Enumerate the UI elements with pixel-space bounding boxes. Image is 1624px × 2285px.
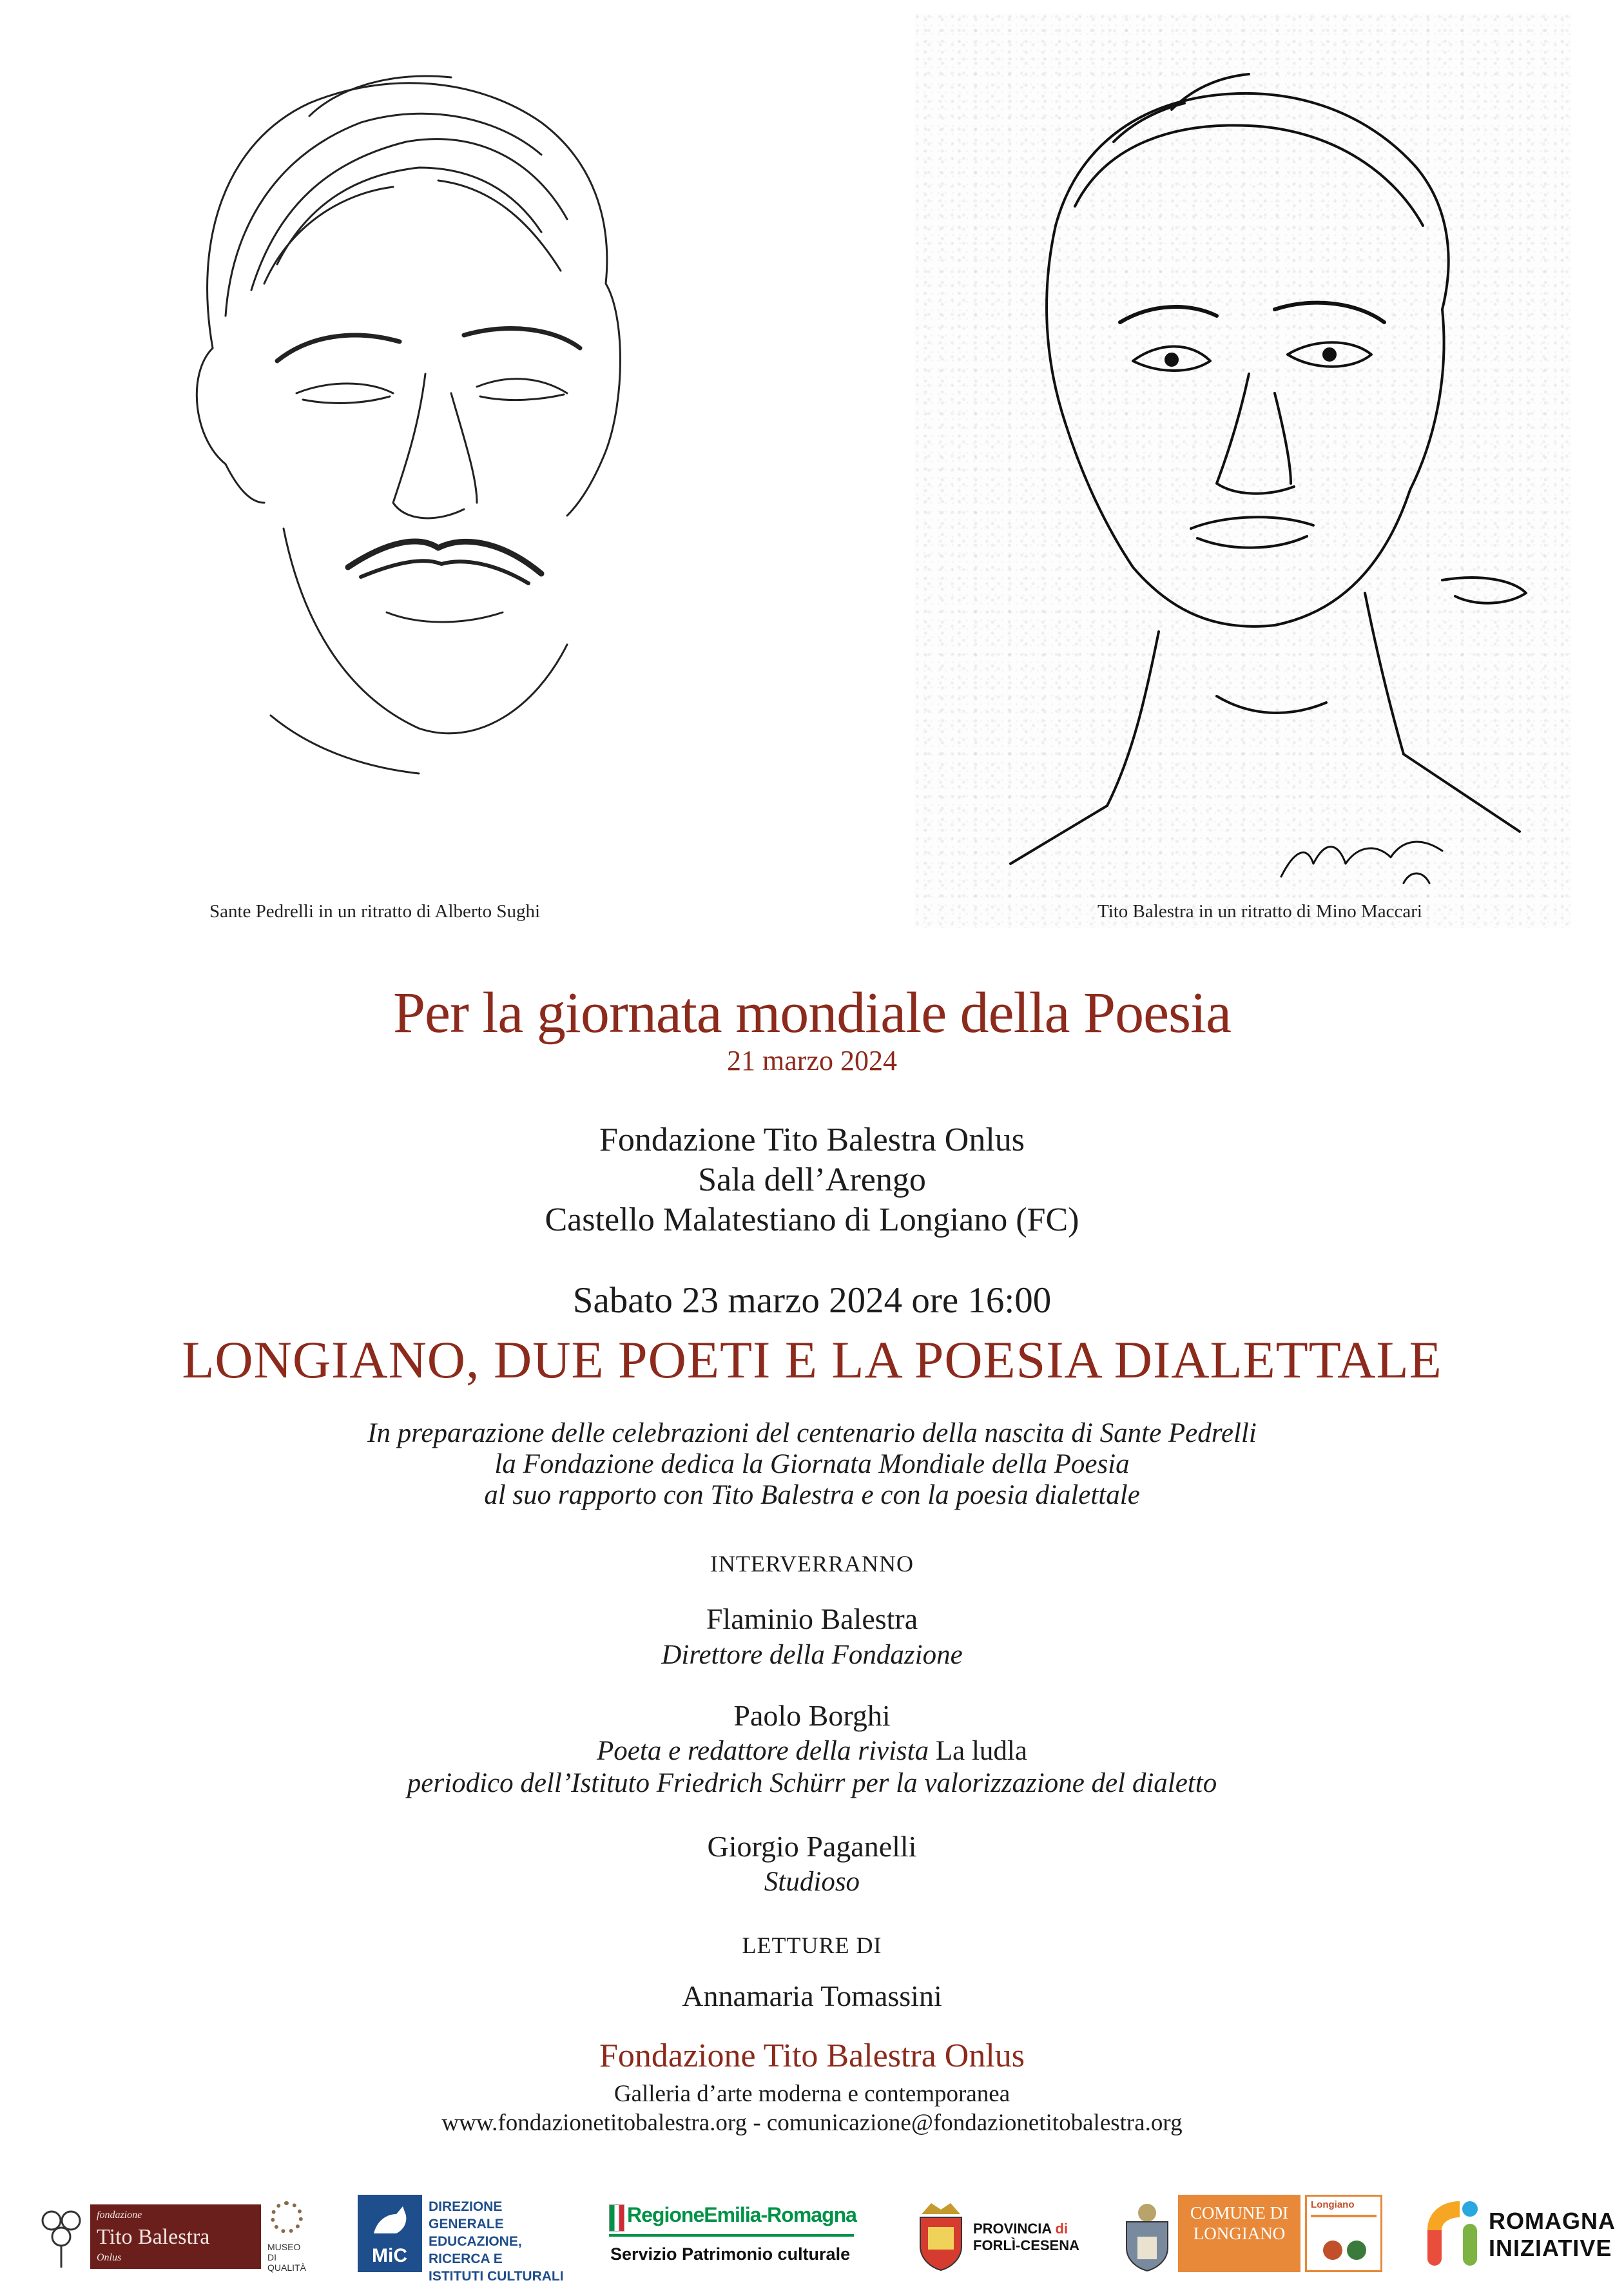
intro-line: al suo rapporto con Tito Balestra e con la poesia dialettale [484,1480,1140,1510]
horse-icon [367,2201,412,2240]
mic-label: MiC [372,2245,407,2266]
longiano-badge-seal [1323,2241,1342,2260]
longiano-badge-stripe [1311,2215,1377,2217]
provincia-crest-icon [915,2198,967,2272]
speaker-role: Studioso [764,1867,860,1897]
venue-block [0,1120,1624,1240]
speaker-role [0,1735,1624,1767]
speaker-name: Paolo Borghi [733,1699,891,1732]
provincia-label [973,2221,1079,2254]
flower-icon [35,2204,87,2269]
longiano-badge [1305,2195,1382,2272]
logo-mic [358,2185,577,2282]
portrait-sante-pedrelli [116,13,709,844]
provincia-name: FORLÌ-CESENA [973,2237,1079,2253]
speaker-name: Flaminio Balestra [706,1602,918,1635]
footer-foundation: Fondazione Tito Balestra Onlus [599,2037,1025,2074]
longiano-badge-seal [1347,2241,1366,2260]
provincia-word: PROVINCIA [973,2221,1052,2237]
mic-text-line: RICERCA E [429,2251,503,2266]
event-intro [0,1418,1624,1511]
romagna-iniziative-label [1489,2208,1616,2262]
regione-sub: Servizio Patrimonio culturale [610,2244,851,2264]
tb-logo-name: Tito Balestra [97,2225,210,2249]
event-datetime: Sabato 23 marzo 2024 ore 16:00 [572,1280,1052,1321]
comune-line: LONGIANO [1193,2224,1286,2243]
logo-romagna-iniziative [1424,2185,1616,2282]
tb-logo-small: fondazione [97,2210,142,2221]
regione-flag-icon [609,2204,624,2232]
speaker-name: Giorgio Paganelli [707,1830,917,1863]
footer-contacts[interactable]: www.fondazionetitobalestra.org - comunicazione@fondazionetitobalestra.org [441,2110,1183,2136]
speaker-role-detail: periodico dell’Istituto Friedrich Schürr per la valorizzazione del dialetto [407,1768,1217,1798]
regione-rule [609,2234,854,2237]
tb-logo-box [90,2204,261,2269]
romagna-line: ROMAGNA [1489,2208,1616,2234]
speakers-label: INTERVERRANNO [710,1551,914,1577]
speaker-role: Direttore della Fondazione [661,1640,963,1670]
footer-subtitle: Galleria d’arte moderna e contemporanea [614,2081,1010,2107]
mic-text [429,2198,577,2285]
regione-label: RegioneEmilia-Romagna [627,2203,856,2226]
readings-label: LETTURE DI [742,1932,882,1958]
event-headline: LONGIANO, DUE POETI E LA POESIA DIALETTALE [182,1330,1442,1389]
mic-text-line: EDUCAZIONE, [429,2234,522,2249]
longiano-badge-label: Longiano [1311,2199,1355,2210]
reader-name: Annamaria Tomassini [682,1979,942,2012]
magazine-title: La ludla [935,1736,1027,1766]
logo-comune-longiano [1121,2185,1386,2282]
event-date: 21 marzo 2024 [727,1045,897,1076]
provincia-di: di [1055,2221,1068,2237]
romagna-iniziative-icon [1424,2198,1482,2269]
comune-box [1178,2195,1300,2272]
portrait-caption-right: Tito Balestra in un ritratto di Mino Maccari [1097,901,1422,922]
comune-line: COMUNE DI [1190,2203,1289,2222]
museo-line: DI QUALITÀ [267,2252,306,2273]
mic-emblem [358,2195,422,2272]
logo-provincia-forli-cesena [915,2185,1108,2282]
portrait-caption-left: Sante Pedrelli in un ritratto di Alberto Sughi [209,901,541,922]
tb-logo-onlus: Onlus [97,2252,122,2263]
mic-text-line: DIREZIONE GENERALE [429,2199,504,2232]
logo-regione-emilia-romagna [609,2185,860,2282]
venue-line: Sala dell’Arengo [698,1162,926,1198]
portrait-tito-balestra [914,13,1571,928]
speaker-role-text: Poeta e redattore della rivista [597,1736,929,1766]
event-title: Per la giornata mondiale della Poesia [392,981,1232,1045]
museo-qualita-icon [271,2201,303,2233]
museo-line: MUSEO [267,2242,301,2252]
venue-line: Castello Malatestiano di Longiano (FC) [545,1201,1079,1238]
romagna-line: INIZIATIVE [1489,2235,1612,2261]
intro-line: In preparazione delle celebrazioni del centenario della nascita di Sante Pedrelli [367,1418,1257,1448]
comune-label [1178,2202,1300,2244]
mic-text-line: ISTITUTI CULTURALI [429,2269,564,2284]
intro-line: la Fondazione dedica la Giornata Mondiale della Poesia [494,1449,1130,1479]
comune-crest-icon [1121,2201,1173,2272]
museo-qualita-label [267,2242,306,2273]
venue-line: Fondazione Tito Balestra Onlus [599,1122,1025,1158]
logo-tito-balestra [35,2185,306,2282]
